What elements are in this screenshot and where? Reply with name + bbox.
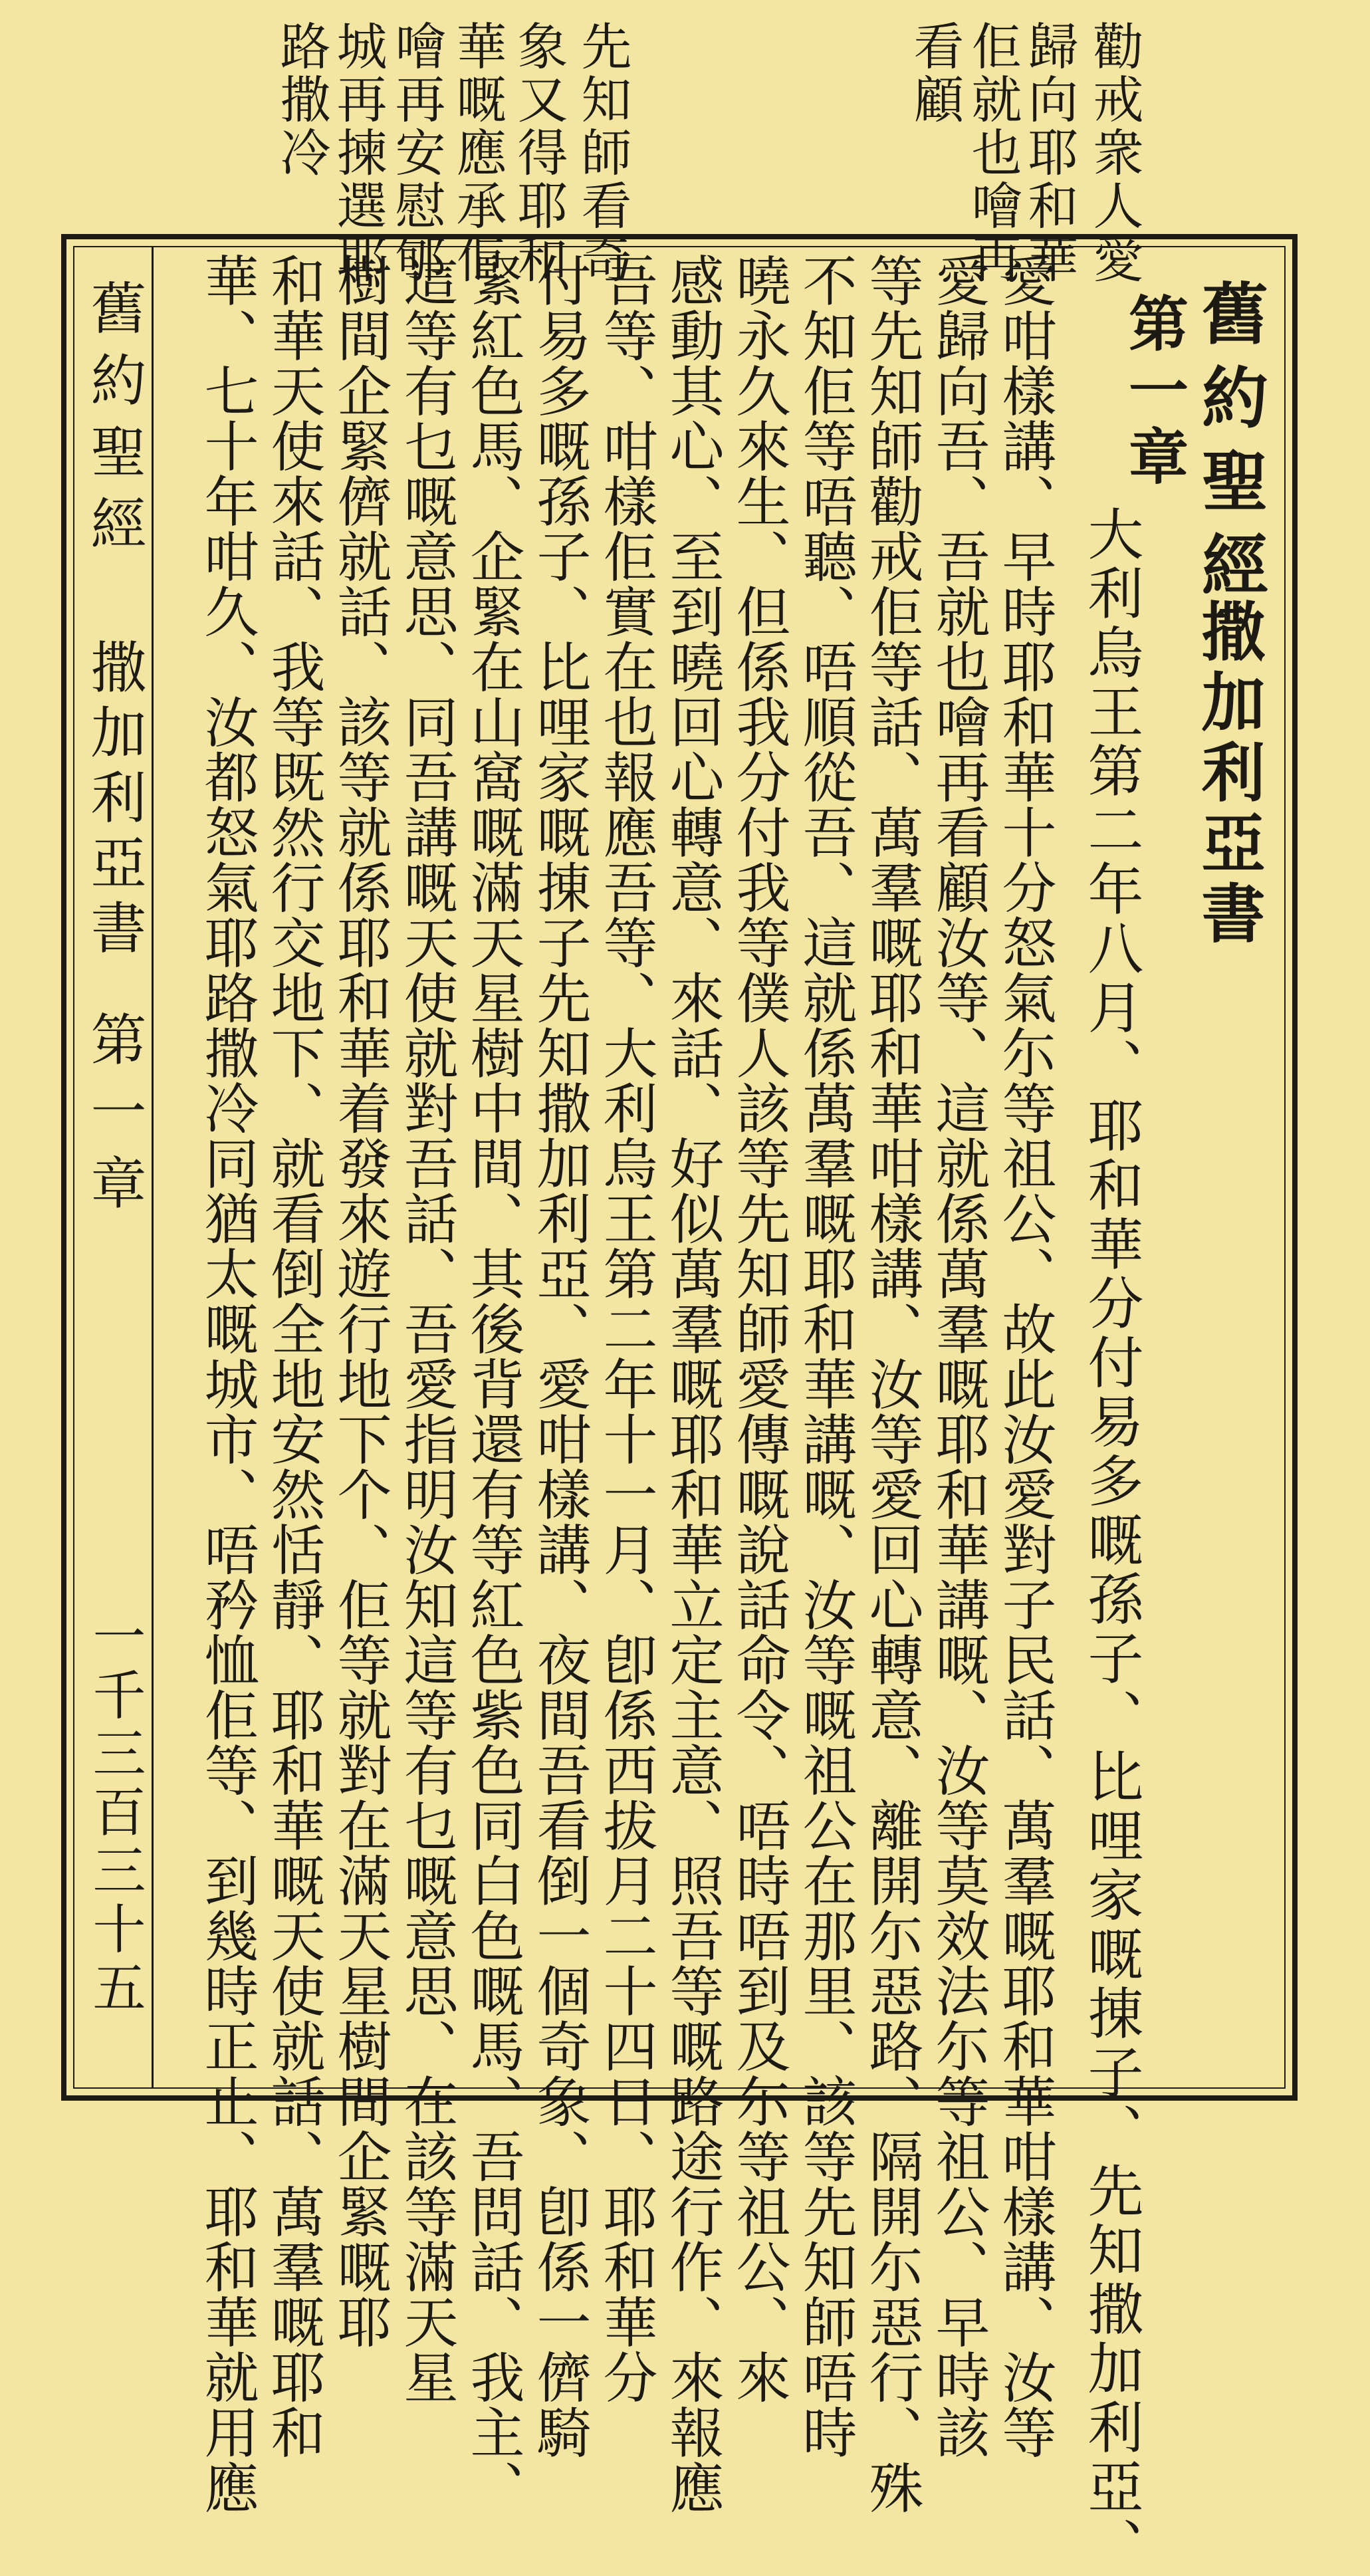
body-line-14: 華、七十年咁久、汝都怒氣耶路撒冷同猶太嘅城市、唔矜恤佢等、到幾時正止、耶和華就用應 [195,253,259,2515]
headnote-col-10: 路撒冷 [272,20,331,179]
headnote-col-4: 看顧 [905,20,965,126]
body-line-7: 感動其心、至到曉回心轉意、來話、好似萬羣嘅耶和華立定主意、照吾等嘅路途行作、來報應 [661,253,724,2515]
footer-chapter: 第一章 [82,1010,147,1226]
body-line-9: 付易多嘅孫子、比哩家嘅㨂子先知撒加利亞、愛咁樣講、夜間吾看倒一個奇象、卽係一儕騎 [528,253,591,2460]
headnote-col-8: 噲再安慰郇 [387,20,446,286]
body-line-6: 曉永久來生、但係我分付我等僕人該等先知師愛傳嘅說話命令、唔時唔到及尓等祖公、來 [727,253,790,2404]
bleed-through-text [831,27,881,239]
body-line-13: 和華天使來話、我等既然行交地下、就看倒全地安然恬靜、耶和華嘅天使就話、萬羣嘅耶和 [262,253,325,2460]
body-line-11: 這等有乜嘅意思、同吾講嘅天使就對吾話、吾愛指明汝知這等有乜嘅意思、在該等滿天星 [395,253,458,2404]
margin-rule [152,246,154,2089]
body-line-2: 愛咁樣講、早時耶和華十分怒氣尓等祖公、故此汝愛對子民話、萬羣嘅耶和華咁樣講、汝等 [993,253,1056,2460]
page-number: 一千三百三十五 [84,1609,146,2018]
footer-book: 撒加利亞書 [82,638,147,964]
headnote-col-1: 勸戒衆人愛 [1085,20,1144,286]
headnote-col-7: 華嘅應承佢 [448,20,507,286]
book-name: 撒加利亞書 [1191,598,1266,951]
chapter-heading: 第一章 [1118,293,1189,492]
headnote-col-6: 象又得耶和 [509,20,568,286]
headnote-col-3: 佢就也噲再 [963,20,1022,286]
body-line-12: 樹間企緊儕就話、該等就係耶和華着發來遊行地下个、佢等就對在滿天星樹間企緊嘅耶 [328,253,392,2349]
footer-title: 舊約聖經 [82,279,147,566]
body-line-5: 不知佢等唔聽、唔順從吾、這就係萬羣嘅耶和華講嘅、汝等嘅祖公在那里、該等先知師唔時 [794,253,857,2460]
body-line-1: 大利烏王第二年八月、耶和華分付易多嘅孫子、比哩家嘅㨂子、先知撒加利亞、 [1079,505,1144,2576]
headnote-col-9: 城再揀選耶 [328,20,388,286]
body-line-4: 等先知師勸戒佢等話、萬羣嘅耶和華咁樣講、汝等愛回心轉意、離開尓惡路、隔開尓惡行、殊 [860,253,923,2515]
body-line-3: 愛歸向吾、吾就也噲再看顧汝等、這就係萬羣嘅耶和華講嘅、汝等莫效法尓等祖公、早時該 [927,253,990,2460]
headnote-col-5: 先知師看奇 [573,20,632,286]
body-line-8: 吾等、咁樣佢實在也報應吾等、大利烏王第二年十一月、卽係西拔月二十四日、耶和華分 [594,253,657,2404]
headnote-col-2: 歸向耶和華 [1020,20,1079,286]
body-line-10: 緊紅色馬、企緊在山窩嘅滿天星樹中間、其後背還有等紅色紫色同白色嘅馬、吾問話、我主、 [461,253,524,2515]
book-title: 舊約聖經 [1191,279,1269,614]
